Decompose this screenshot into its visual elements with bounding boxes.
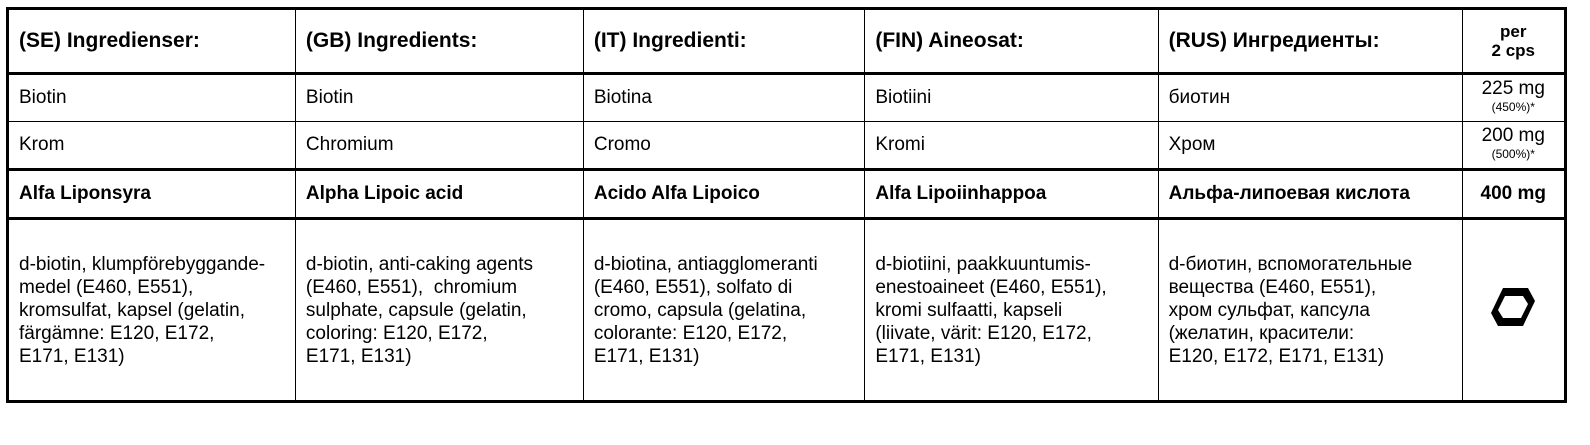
description-rus	[1158, 219, 1462, 402]
description-it	[583, 219, 865, 402]
cell-rus: Хром	[1158, 122, 1462, 170]
description-line: medel (E460, E551),	[19, 276, 194, 298]
description-line: (liivate, värit: E120, E172,	[875, 322, 1092, 344]
table-row-chromium	[8, 122, 1566, 170]
cell-rus: биотин	[1158, 74, 1462, 122]
table-row-alpha-lipoic-acid	[8, 170, 1566, 219]
hexagon-capsule-logo-icon	[1490, 287, 1536, 327]
description-line: d-биотин, вспомогательные	[1168, 253, 1413, 275]
description-line: E171, E131)	[19, 345, 125, 367]
cell-se: Alfa Liponsyra	[8, 170, 296, 219]
description-line: kromsulfat, kapsel (gelatin,	[19, 299, 245, 321]
amount-value: 225 mg	[1481, 78, 1545, 99]
description-line: E171, E131)	[875, 345, 981, 367]
description-line: coloring: E120, E172,	[305, 322, 488, 344]
description-line: вещества (E460, E551),	[1168, 276, 1377, 298]
serving-size-label: 2 cps	[1491, 41, 1535, 60]
cell-it: Biotina	[583, 74, 865, 122]
description-line: d-biotin, klumpförebyggande-	[19, 253, 266, 275]
header-gb: (GB) Ingredients:	[295, 9, 583, 74]
description-line: colorante: E120, E172,	[593, 322, 788, 344]
cell-gb: Chromium	[295, 122, 583, 170]
description-line: d-biotin, anti-caking agents	[305, 253, 534, 275]
description-line: cromo, capsula (gelatina,	[593, 299, 807, 321]
description-line: d-biotiini, paakkuuntumis-	[875, 253, 1091, 275]
header-fin: (FIN) Aineosat:	[865, 9, 1158, 74]
header-per-serving	[1462, 9, 1565, 74]
description-line: хром сульфат, капсула	[1168, 299, 1370, 321]
logo-cell	[1462, 219, 1565, 402]
description-line: färgämne: E120, E172,	[19, 322, 215, 344]
description-fin	[865, 219, 1158, 402]
per-label: per	[1500, 22, 1527, 41]
description-line: E171, E131)	[305, 345, 412, 367]
header-se: (SE) Ingredienser:	[8, 9, 296, 74]
description-line: kromi sulfaatti, kapseli	[875, 299, 1063, 321]
description-line: E120, E172, E171, E131)	[1168, 345, 1385, 367]
amount-percent: (500%)*	[1491, 147, 1535, 161]
header-row	[8, 9, 1566, 74]
header-rus: (RUS) Ингредиенты:	[1158, 9, 1462, 74]
cell-it: Cromo	[583, 122, 865, 170]
description-line: (E460, E551), solfato di	[593, 276, 793, 298]
description-line: (E460, E551), chromium	[305, 276, 518, 298]
cell-amount	[1462, 122, 1565, 170]
description-line: sulphate, capsule (gelatin,	[305, 299, 527, 321]
cell-se: Biotin	[8, 74, 296, 122]
cell-it: Acido Alfa Lipoico	[583, 170, 865, 219]
table-row-biotin	[8, 74, 1566, 122]
cell-fin: Kromi	[865, 122, 1158, 170]
description-gb	[295, 219, 583, 402]
description-line: enestoaineet (E460, E551),	[875, 276, 1107, 298]
cell-se: Krom	[8, 122, 296, 170]
ingredients-table	[6, 7, 1567, 403]
cell-rus: Альфа-липоевая кислота	[1158, 170, 1462, 219]
cell-gb: Alpha Lipoic acid	[295, 170, 583, 219]
cell-fin: Biotiini	[865, 74, 1158, 122]
description-row	[8, 219, 1566, 402]
description-line: E171, E131)	[593, 345, 700, 367]
header-it: (IT) Ingredienti:	[583, 9, 865, 74]
cell-amount: 400 mg	[1462, 170, 1565, 219]
description-line: d-biotina, antiagglomeranti	[593, 253, 818, 275]
amount-percent: (450%)*	[1491, 100, 1535, 114]
cell-gb: Biotin	[295, 74, 583, 122]
description-line: (желатин, красители:	[1168, 322, 1355, 344]
cell-amount	[1462, 74, 1565, 122]
description-se	[8, 219, 296, 402]
cell-fin: Alfa Lipoiinhappoa	[865, 170, 1158, 219]
amount-value: 200 mg	[1481, 125, 1545, 146]
